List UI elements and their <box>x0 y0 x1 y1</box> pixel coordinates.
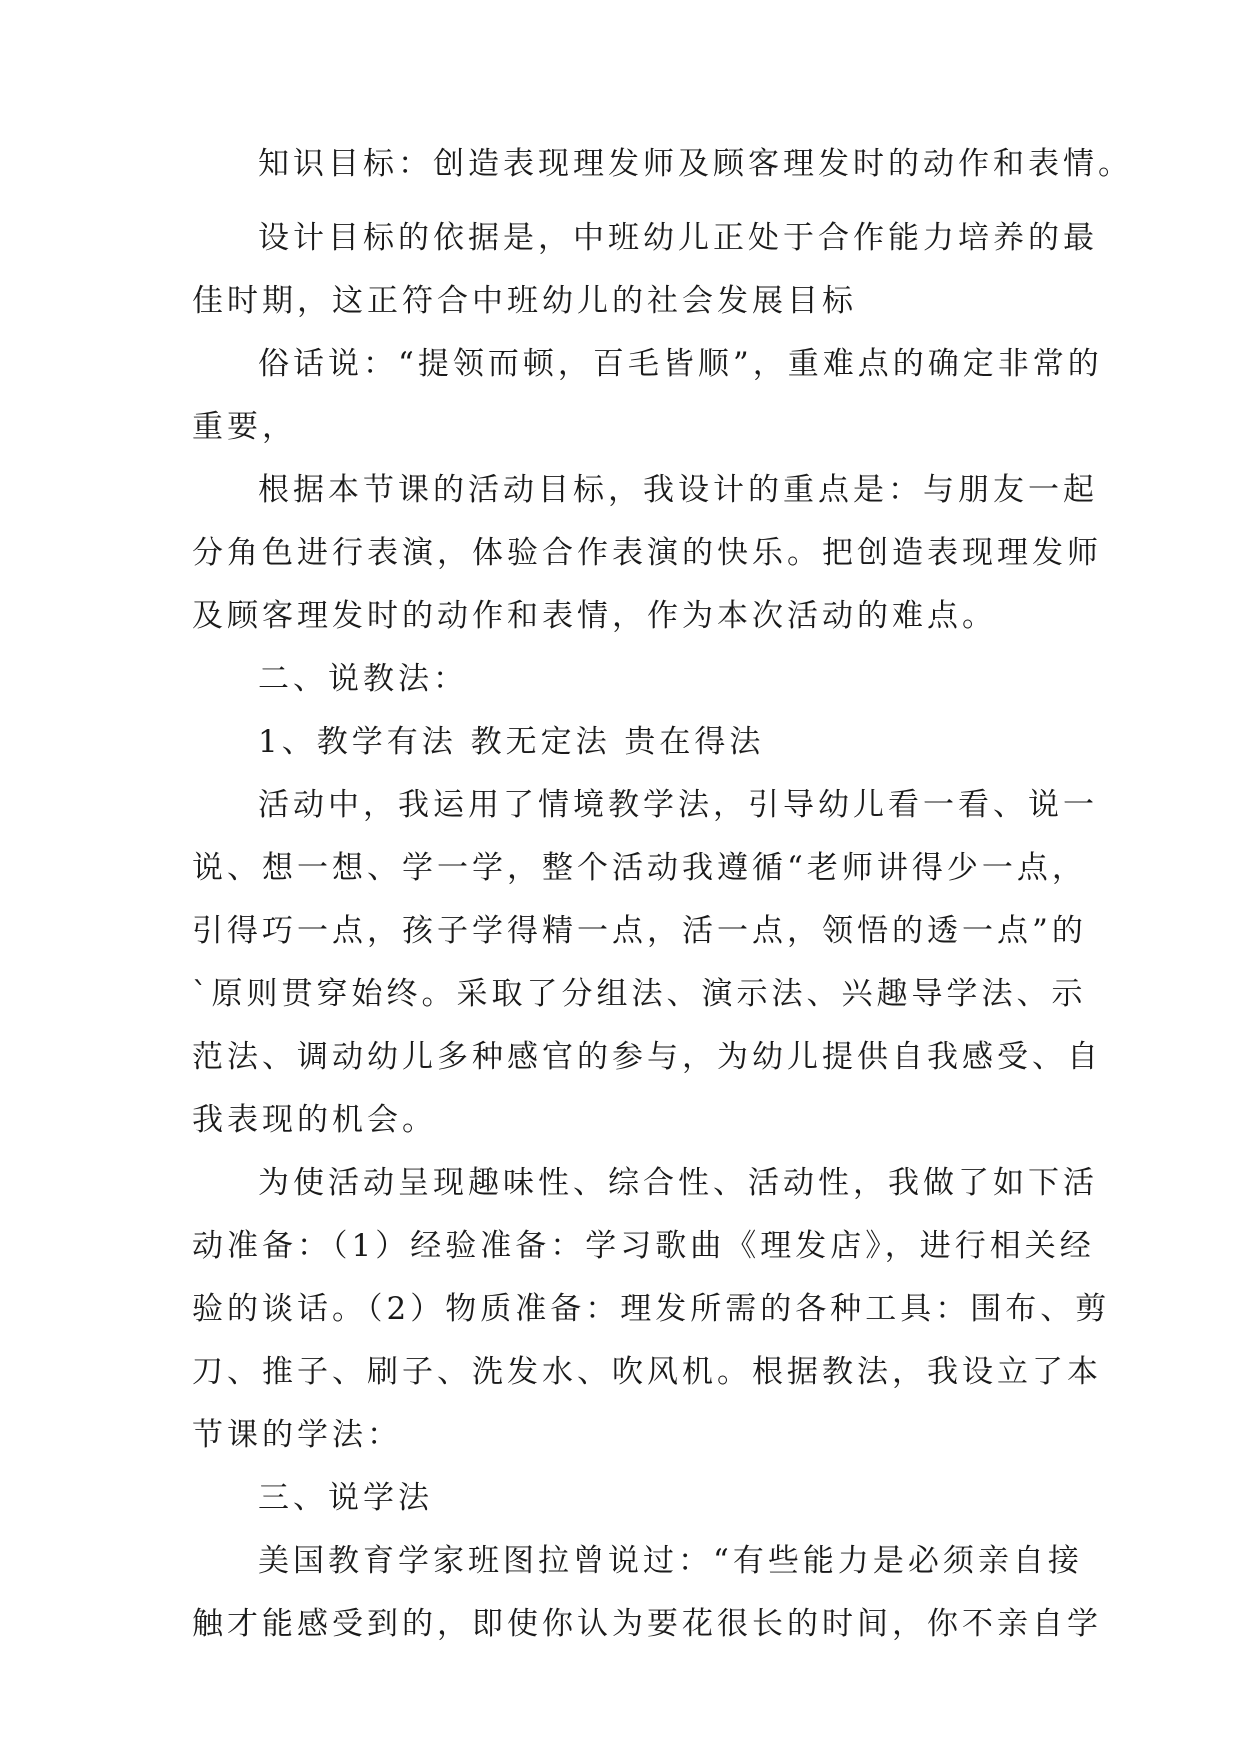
text-line: 为使活动呈现趣味性、综合性、活动性，我做了如下活 <box>258 1165 1098 1201</box>
text-line: 及顾客理发时的动作和表情，作为本次活动的难点。 <box>192 598 997 634</box>
text-line: 触才能感受到的，即使你认为要花很长的时间，你不亲自学 <box>192 1606 1102 1642</box>
text-line: 节课的学法： <box>192 1417 402 1453</box>
text-line: 设计目标的依据是，中班幼儿正处于合作能力培养的最 <box>258 220 1098 256</box>
text-line: 动准备：（1）经验准备：学习歌曲《理发店》，进行相关经 <box>192 1228 1095 1264</box>
text-line: 刀、推子、刷子、洗发水、吹风机。根据教法，我设立了本 <box>192 1354 1102 1390</box>
text-line: 活动中，我运用了情境教学法，引导幼儿看一看、说一 <box>258 787 1098 823</box>
section-heading: 二、说教法： <box>258 661 468 697</box>
text-line: 我表现的机会。 <box>192 1102 437 1138</box>
text-line: 美国教育学家班图拉曾说过：“有些能力是必须亲自接 <box>258 1543 1083 1579</box>
text-line: 佳时期，这正符合中班幼儿的社会发展目标 <box>192 283 857 319</box>
text-line: 说、想一想、学一学，整个活动我遵循“老师讲得少一点， <box>192 850 1087 886</box>
text-line: 知识目标：创造表现理发师及顾客理发时的动作和表情。 <box>258 146 1133 182</box>
text-line: 根据本节课的活动目标，我设计的重点是：与朋友一起 <box>258 472 1098 508</box>
text-line: `原则贯穿始终。采取了分组法、演示法、兴趣导学法、示 <box>192 976 1087 1012</box>
text-line: 重要， <box>192 409 297 445</box>
section-heading: 三、说学法 <box>258 1480 433 1516</box>
text-line: 引得巧一点，孩子学得精一点，活一点，领悟的透一点”的 <box>192 913 1087 949</box>
text-line: 范法、调动幼儿多种感官的参与，为幼儿提供自我感受、自 <box>192 1039 1102 1075</box>
text-line: 俗话说：“提领而顿，百毛皆顺”，重难点的确定非常的 <box>258 346 1103 382</box>
subsection-heading: 1、教学有法 教无定法 贵在得法 <box>258 724 765 760</box>
text-line: 验的谈话。（2）物质准备：理发所需的各种工具：围布、剪 <box>192 1291 1111 1327</box>
text-line: 分角色进行表演，体验合作表演的快乐。把创造表现理发师 <box>192 535 1102 571</box>
